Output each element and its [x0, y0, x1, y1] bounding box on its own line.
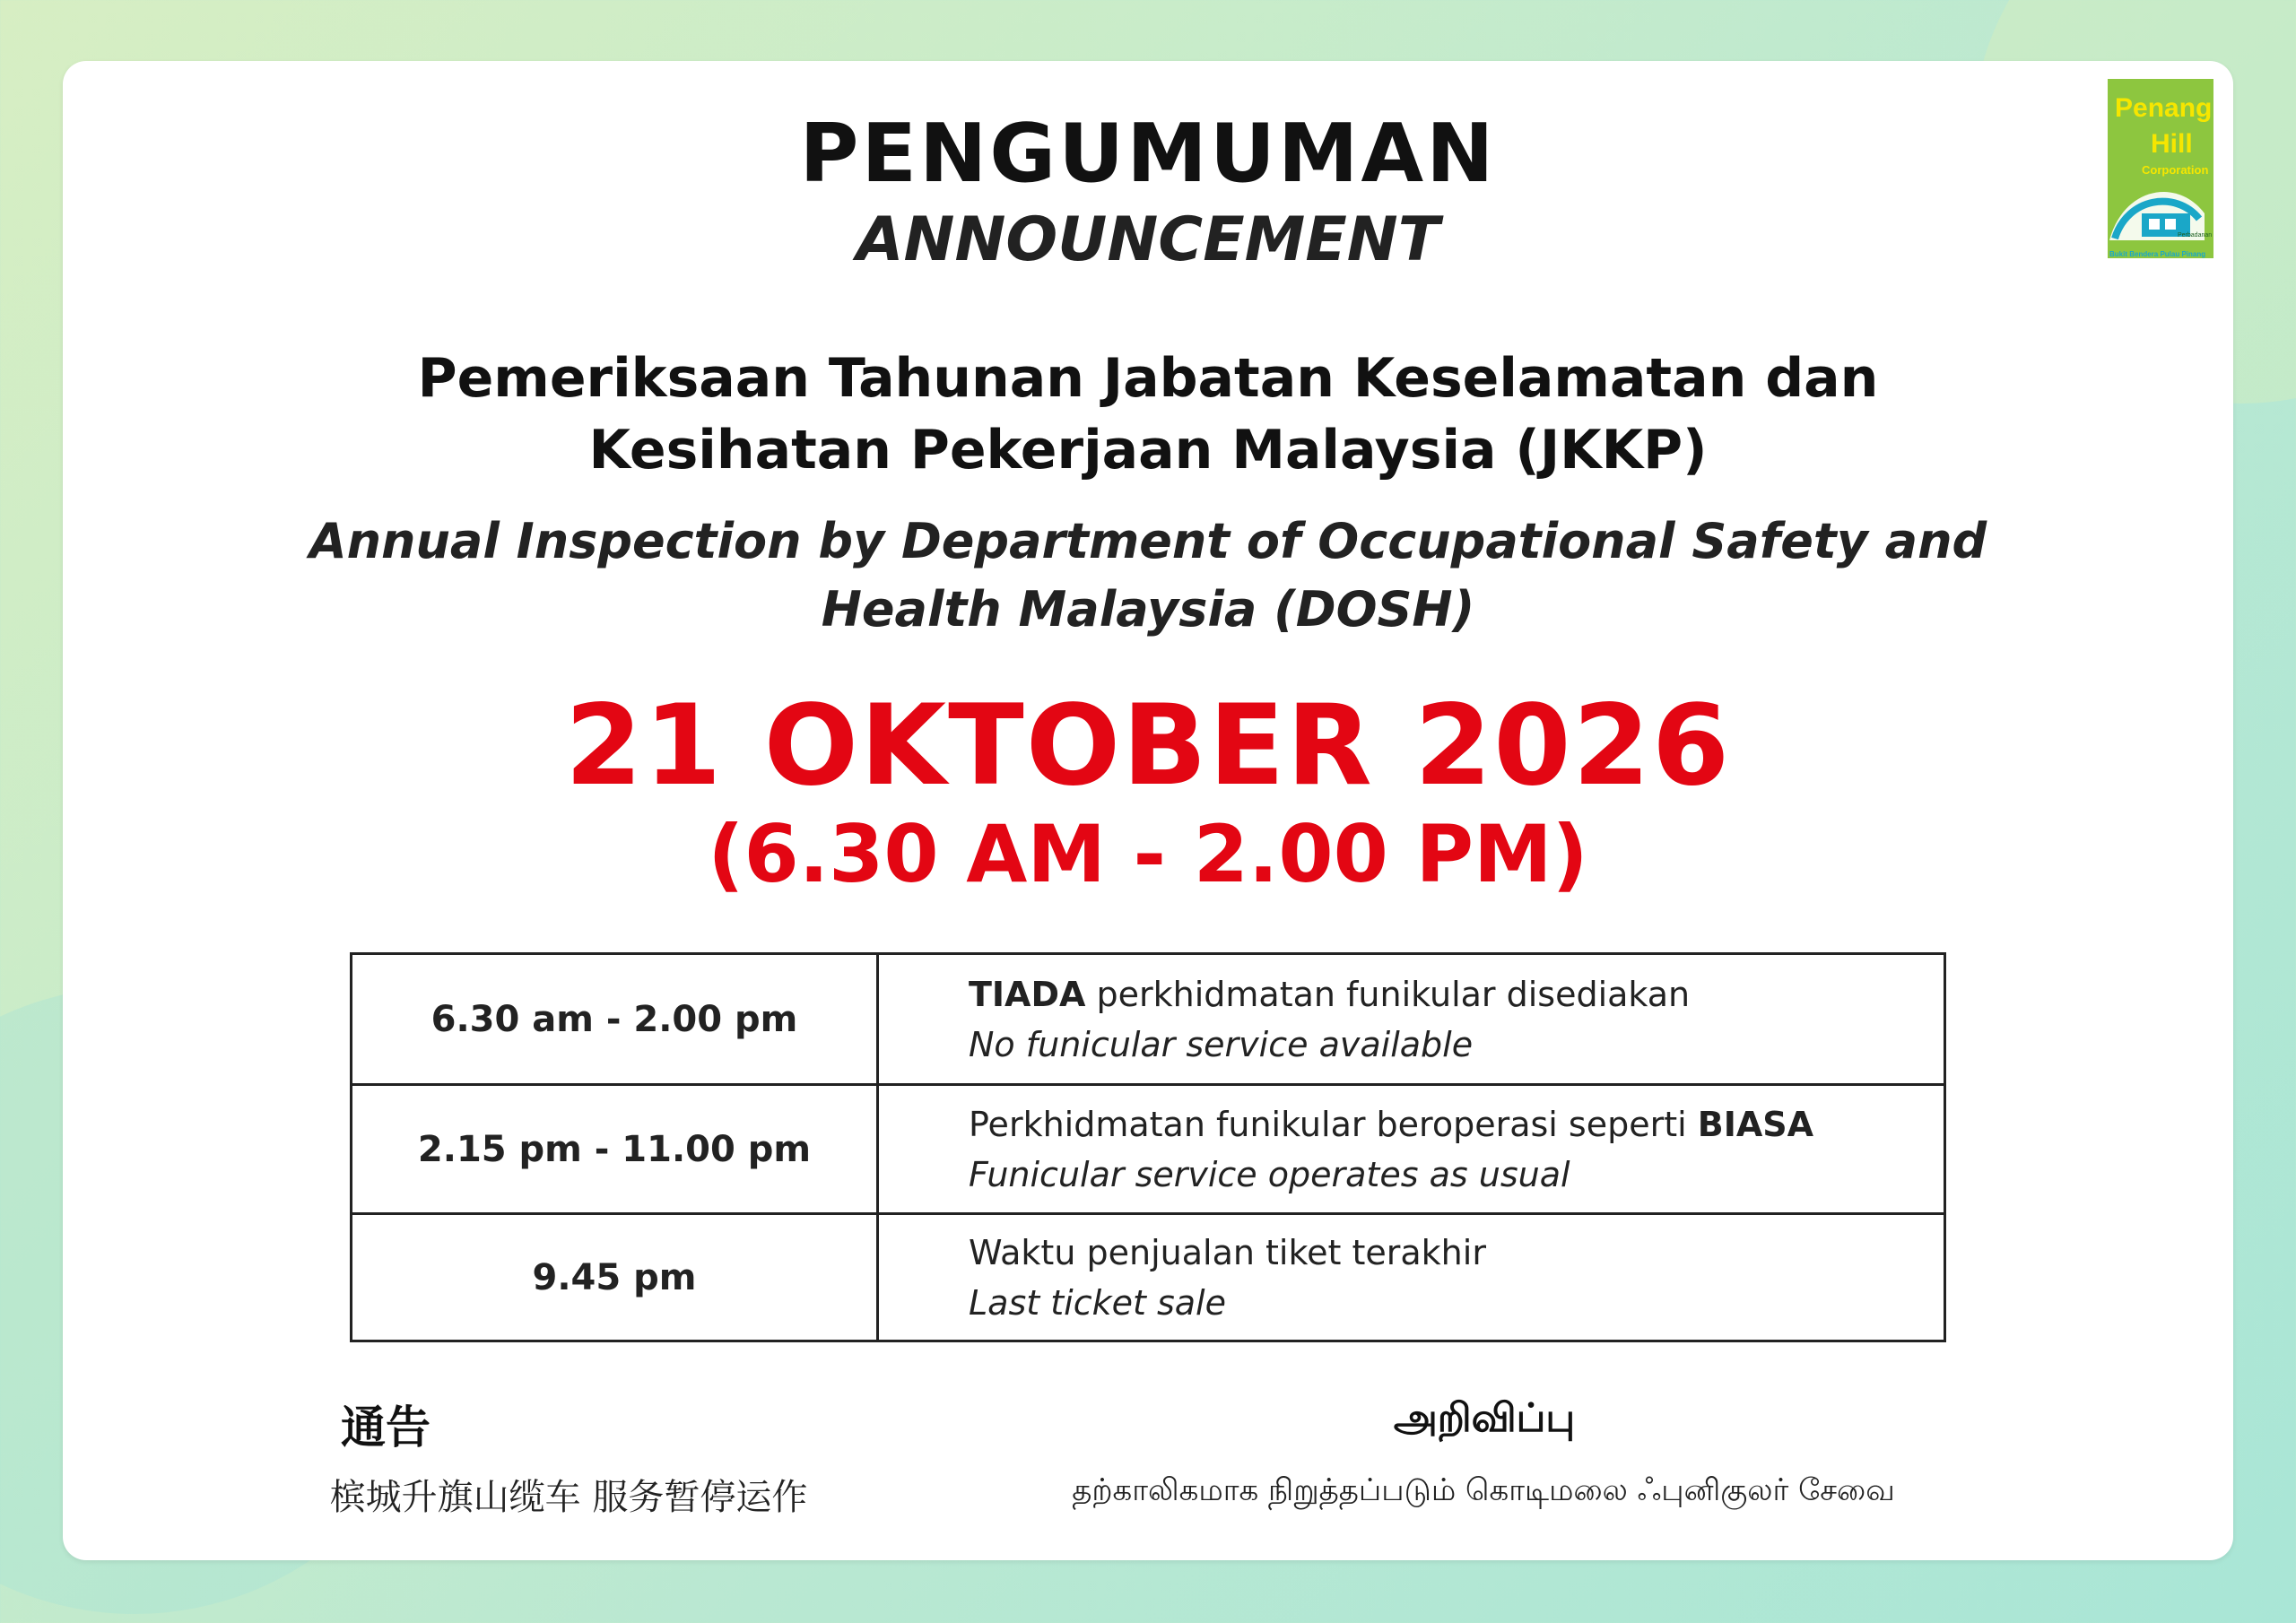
- table-row: [352, 954, 1945, 1085]
- heading-english: [0, 508, 2296, 644]
- heading-malay: [0, 343, 2296, 486]
- description-bold: BIASA: [1697, 1104, 1814, 1144]
- chinese-notice-text: 槟城升旗山缆车 服务暂停运作: [329, 1477, 808, 1518]
- announcement-title: PENGUMUMAN: [799, 107, 1497, 201]
- logo-text-penang: Penang: [2115, 93, 2213, 123]
- heading-english-line1: Annual Inspection by Department of Occupational Safety and: [309, 513, 1987, 569]
- table-row: [352, 1214, 1945, 1341]
- description-text: perkhidmatan funikular disediakan: [1085, 974, 1691, 1014]
- logo-text-bukit-bendera: Bukit Bendera Pulau Pinang: [2109, 250, 2206, 258]
- heading-malay-line1: Pemeriksaan Tahunan Jabatan Keselamatan dan: [417, 347, 1879, 410]
- chinese-notice-title: 通告: [341, 1402, 430, 1454]
- description-malay: [969, 1228, 1944, 1278]
- schedule-time: 6.30 am - 2.00 pm: [352, 954, 878, 1085]
- description-text: Waktu penjualan tiket terakhir: [969, 1232, 1486, 1272]
- description-english: Last ticket sale: [969, 1282, 1226, 1323]
- description-english: No funicular service available: [969, 1024, 1474, 1064]
- announcement-subtitle: ANNOUNCEMENT: [856, 204, 1440, 275]
- schedule-description: [878, 1214, 1945, 1341]
- description-malay: [969, 969, 1944, 1020]
- schedule-table: [350, 952, 1946, 1342]
- schedule-time: 2.15 pm - 11.00 pm: [352, 1085, 878, 1214]
- logo-text-perbadanan: Perbadanan: [2178, 232, 2213, 239]
- tamil-notice-title: அறிவிப்பு: [1393, 1395, 1576, 1441]
- description-text: Perkhidmatan funikular beroperasi seperti: [969, 1104, 1698, 1144]
- schedule-description: [878, 1085, 1945, 1214]
- heading-malay-line2: Kesihatan Pekerjaan Malaysia (JKKP): [588, 419, 1708, 482]
- logo-text-hill: Hill: [2151, 129, 2193, 159]
- tamil-notice-text: தற்காலிகமாக நிறுத்தப்படும் கொடிமலை ஃபுனிகுலர் சேவை: [1072, 1472, 1895, 1508]
- table-row: [352, 1085, 1945, 1214]
- schedule-time: 9.45 pm: [352, 1214, 878, 1341]
- logo-text-corporation: Corporation: [2142, 163, 2209, 177]
- closure-time-range: (6.30 AM - 2.00 PM): [708, 808, 1588, 900]
- closure-date: 21 OKTOBER 2026: [564, 681, 1732, 811]
- description-bold: TIADA: [969, 974, 1086, 1014]
- description-malay: [969, 1099, 1944, 1150]
- heading-english-line2: Health Malaysia (DOSH): [821, 581, 1475, 638]
- description-english: Funicular service operates as usual: [969, 1154, 1570, 1194]
- schedule-description: [878, 954, 1945, 1085]
